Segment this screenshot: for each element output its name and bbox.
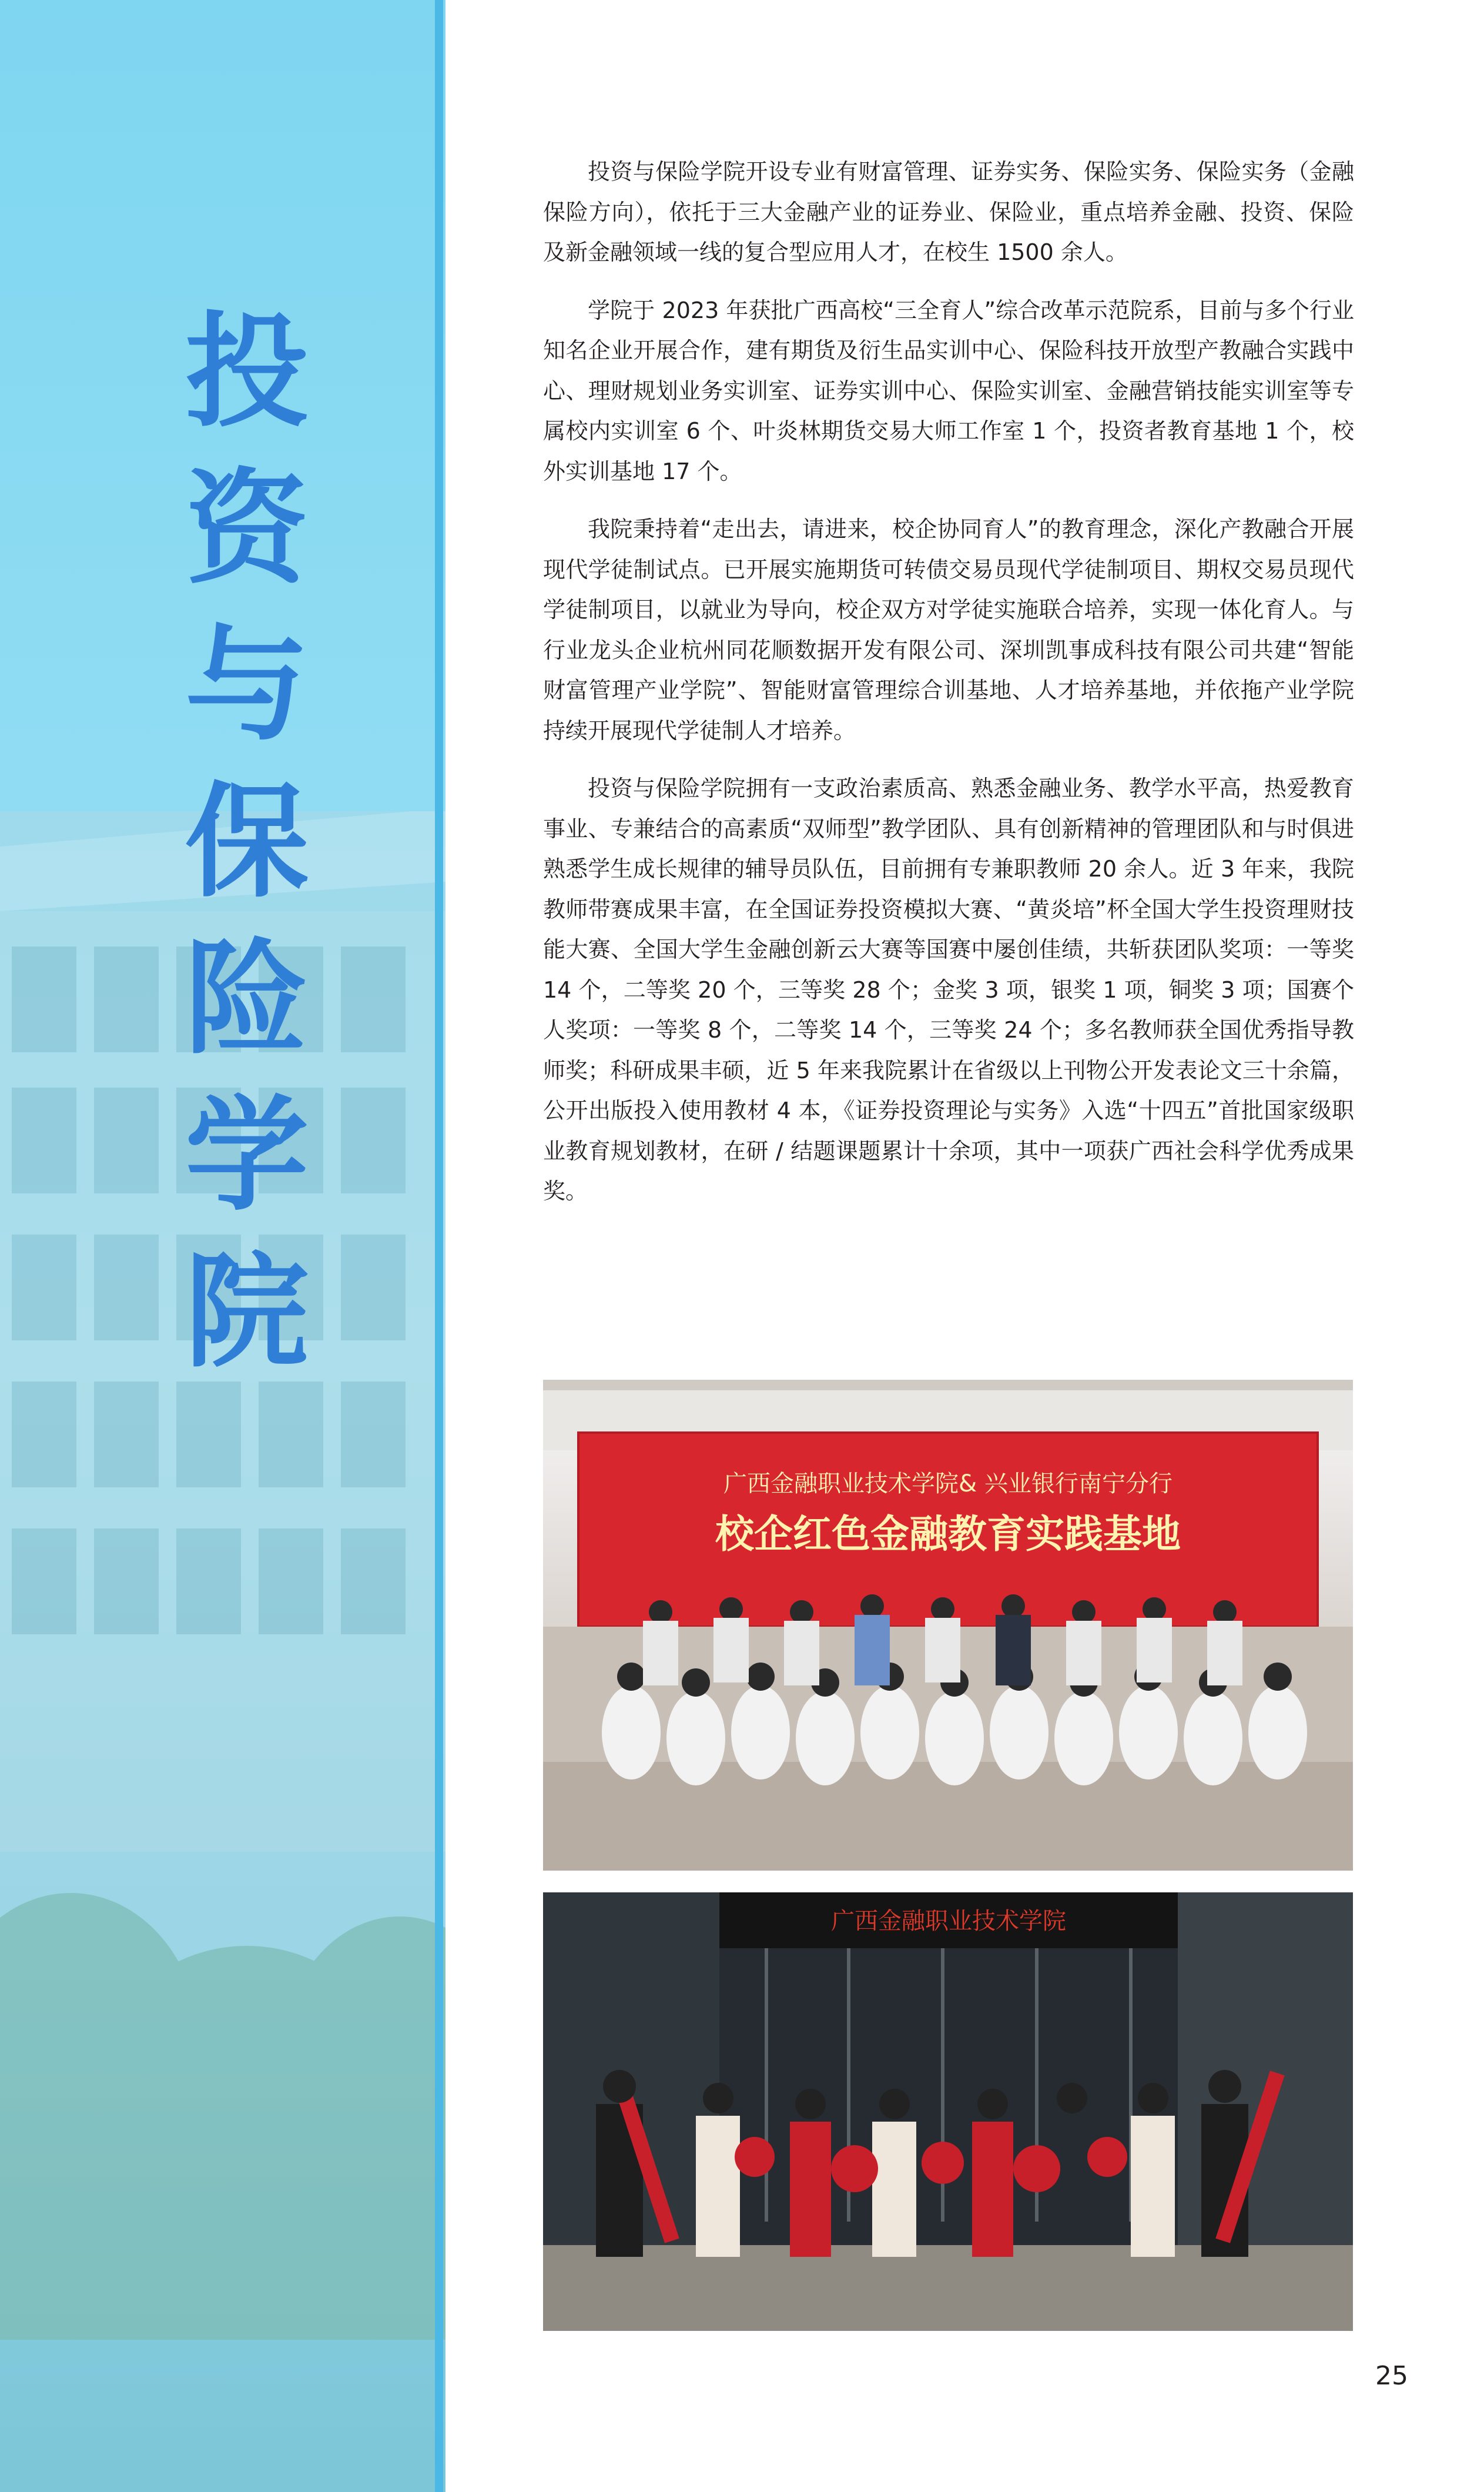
group-photo-entrance-image [543, 1892, 1353, 2331]
group-photo-entrance [543, 1892, 1353, 2331]
paragraph-1: 投资与保险学院开设专业有财富管理、证券实务、保险实务、保险实务（金融保险方向），依托于三大金融产业的证券业、保险业，重点培养金融、投资、保险及新金融领域一线的复合型应用人才，在校生 1500 余人。 [543, 159, 1354, 265]
entrance-sign: 广西金融职业技术学院 [831, 1908, 1066, 1935]
left-sidebar [0, 0, 445, 2492]
paragraph-3: 我院秉持着“走出去，请进来，校企协同育人”的教育理念，深化产教融合开展现代学徒制试点。已开展实施期货可转债交易员现代学徒制项目、期权交易员现代学徒制项目，以就业为导向，校企双方对学徒实施联合培养，实现一体化育人。与行业龙头企业杭州同花顺数据开发有限公司、深圳凯事成科技有限公司共建“智能财富管理产业学院”、智能财富管理综合训基地、人才培养基地，并依拖产业学院持续开展现代学徒制人才培养。 [543, 516, 1354, 744]
banner-line-2: 校企红色金融教育实践基地 [715, 1511, 1181, 1557]
page-number: 25 [1375, 2361, 1408, 2391]
paragraph-2: 学院于 2023 年获批广西高校“三全育人”综合改革示范院系，目前与多个行业知名企业开展合作，建有期货及衍生品实训中心、保险科技开放型产教融合实践中心、理财规划业务实训室、证券实训中心、保险实训室、金融营销技能实训室等专属校内实训室 6 个、叶炎林期货交易大师工作室 1 个，投资者教育基地 1 个，校外实训基地 17 个。 [543, 297, 1354, 484]
sidebar-divider [435, 0, 443, 2492]
main-text [543, 152, 1354, 1229]
page-title: 投资与保险学院 [185, 300, 309, 1385]
paragraph-4: 投资与保险学院拥有一支政治素质高、熟悉金融业务、教学水平高，热爱教育事业、专兼结合的高素质“双师型”教学团队、具有创新精神的管理团队和与时俱进熟悉学生成长规律的辅导员队伍，目前拥有专兼职教师 20 余人。近 3 年来，我院教师带赛成果丰富，在全国证券投资模拟大赛、“黄炎培”杯全国大学生投资理财技能大赛、全国大学生金融创新云大赛等国赛中屡创佳绩，共斩获团队奖项：一等奖 14 个，二等奖 20 个，三等奖 28 个；金奖 3 项，银奖 1 项，铜奖 3 项；国赛个人奖项：一等奖 8 个，二等奖 14 个，三等奖 24 个；多名教师获全国优秀指导教师奖；科研成果丰硕，近 5 年来我院累计在省级以上刊物公开发表论文三十余篇，公开出版投入使用教材 4 本，《证券投资理论与实务》入选“十四五”首批国家级职业教育规划教材，在研 / 结题课题累计十余项，其中一项获广西社会科学优秀成果奖。 [543, 775, 1354, 1204]
group-photo-banner [543, 1380, 1353, 1871]
banner-line-1: 广西金融职业技术学院& 兴业银行南宁分行 [723, 1470, 1173, 1497]
group-photo-banner-image [543, 1380, 1353, 1871]
